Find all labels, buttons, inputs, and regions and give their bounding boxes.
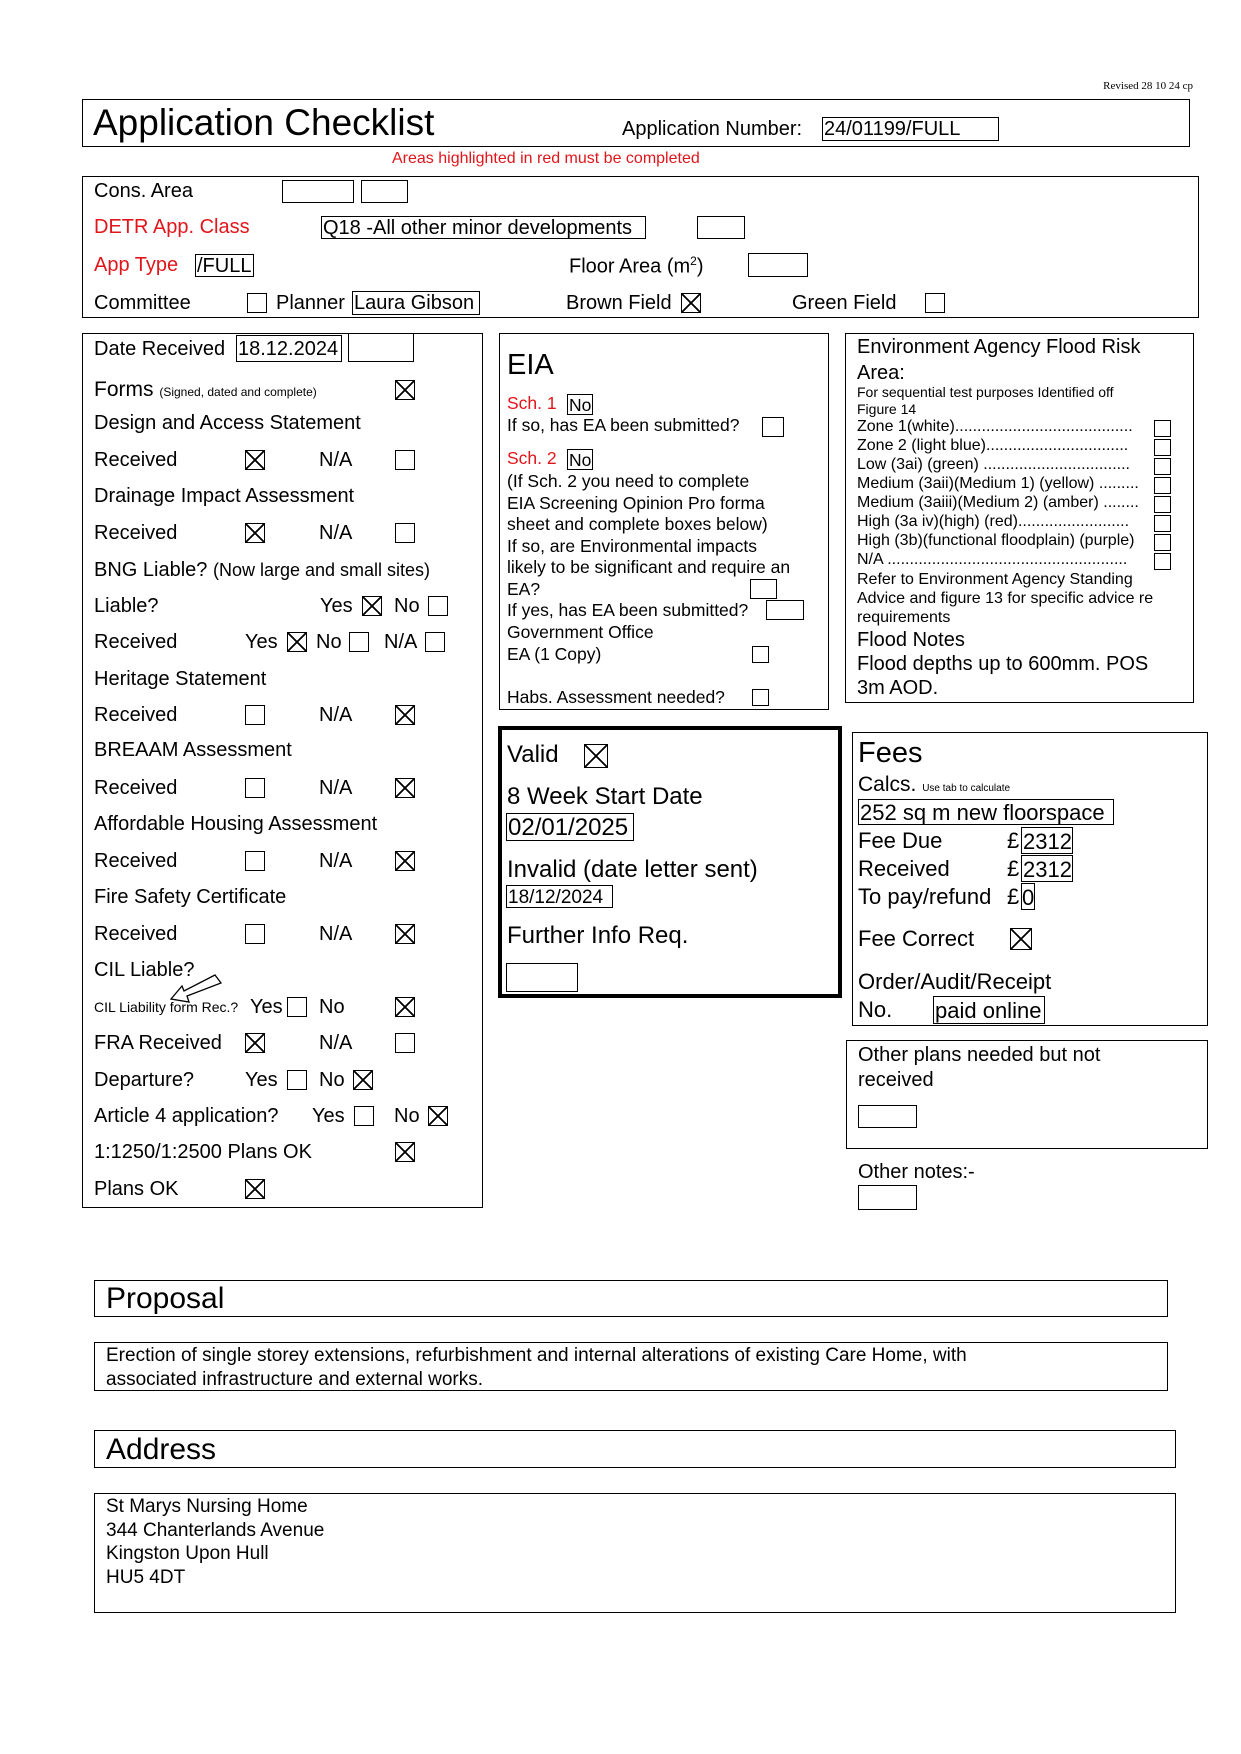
- sch1-ea-submitted-checkbox[interactable]: [762, 417, 784, 437]
- invalid-date-field[interactable]: 18/12/2024: [506, 885, 613, 908]
- other-plans-label-1: Other plans needed but not: [858, 1044, 1101, 1066]
- plans-1250-label: 1:1250/1:2500 Plans OK: [94, 1141, 312, 1163]
- sch2-instructions: (If Sch. 2 you need to complete EIA Screening Opinion Pro forma sheet and complete boxes below) If so, are Environmental impacts likely to be significant and require an EA?: [507, 471, 791, 599]
- drainage-na-checkbox[interactable]: [395, 523, 415, 543]
- planner-field[interactable]: Laura Gibson: [352, 291, 480, 315]
- bng-yes-label: Yes: [245, 631, 278, 653]
- flood-notes-title: Flood Notes: [857, 629, 965, 651]
- flood-zone-checkbox[interactable]: [1154, 534, 1171, 551]
- forms-checkbox[interactable]: [395, 380, 415, 400]
- other-notes-field[interactable]: [858, 1185, 917, 1210]
- habs-label: Habs. Assessment needed?: [507, 687, 725, 707]
- plans-ok-checkbox[interactable]: [245, 1179, 265, 1199]
- application-number-label: Application Number:: [622, 118, 803, 140]
- fire-received-label: Received: [94, 923, 178, 945]
- start-date-label: 8 Week Start Date: [507, 783, 703, 810]
- gov-office-label: Government Office: [507, 622, 654, 642]
- departure-label: Departure?: [94, 1069, 195, 1091]
- drainage-received-checkbox[interactable]: [245, 523, 265, 543]
- required-note: Areas highlighted in red must be completed: [392, 150, 700, 167]
- das-na-checkbox[interactable]: [395, 450, 415, 470]
- flood-zone-checkbox[interactable]: [1154, 458, 1171, 475]
- flood-title-2: Area:: [857, 362, 905, 384]
- article4-yes-checkbox[interactable]: [354, 1106, 374, 1126]
- liable-no-checkbox[interactable]: [428, 596, 448, 616]
- flood-zone-label: High (3a iv)(high) (red).........................: [857, 513, 1130, 530]
- breaam-title: BREAAM Assessment: [94, 739, 292, 761]
- ea-copy-label: EA (1 Copy): [507, 644, 602, 664]
- flood-zone-checkbox[interactable]: [1154, 420, 1171, 437]
- detr-extra-field[interactable]: [697, 216, 745, 239]
- invalid-label: Invalid (date letter sent): [507, 856, 758, 883]
- flood-zone-label: Zone 2 (light blue)................................: [857, 437, 1129, 454]
- departure-no-label: No: [319, 1069, 345, 1091]
- sch2-field[interactable]: No: [569, 450, 592, 470]
- cons-area-field-1[interactable]: [282, 180, 354, 203]
- heritage-na-checkbox[interactable]: [395, 705, 415, 725]
- plans-ok-label: Plans OK: [94, 1178, 179, 1200]
- cons-area-field-2[interactable]: [361, 180, 408, 203]
- breaam-na-checkbox[interactable]: [395, 778, 415, 798]
- brown-field-label: Brown Field: [566, 292, 672, 314]
- green-field-label: Green Field: [792, 292, 897, 314]
- other-plans-label-2: received: [858, 1069, 934, 1091]
- departure-yes-checkbox[interactable]: [287, 1070, 307, 1090]
- app-type-label: App Type: [94, 254, 179, 276]
- date-received-extra-field[interactable]: [348, 333, 414, 362]
- fee-due-currency: £: [1007, 828, 1020, 853]
- liable-yes-checkbox[interactable]: [362, 596, 382, 616]
- sch1-field[interactable]: No: [569, 395, 592, 415]
- flood-zone-label: Medium (3aiii)(Medium 2) (amber) ........: [857, 494, 1139, 511]
- further-info-field[interactable]: [506, 963, 578, 992]
- fee-received-label: Received: [858, 856, 950, 881]
- green-field-checkbox[interactable]: [925, 293, 945, 313]
- page-title: Application Checklist: [93, 102, 435, 143]
- flood-zone-checkbox[interactable]: [1154, 553, 1171, 570]
- cil-no-label: No: [319, 996, 345, 1018]
- fee-due-label: Fee Due: [858, 828, 943, 853]
- flood-title-1: Environment Agency Flood Risk: [857, 336, 1141, 358]
- affordable-received-checkbox[interactable]: [245, 851, 265, 871]
- flood-zone-checkbox[interactable]: [1154, 439, 1171, 456]
- bng-no-label: No: [316, 631, 342, 653]
- fra-na-checkbox[interactable]: [395, 1033, 415, 1053]
- flood-zone-label: Zone 1(white)........................................: [857, 418, 1133, 435]
- other-notes-label: Other notes:-: [858, 1161, 975, 1183]
- affordable-received-label: Received: [94, 850, 178, 872]
- breaam-received-label: Received: [94, 777, 178, 799]
- flood-zone-checkbox[interactable]: [1154, 496, 1171, 513]
- das-na-label: N/A: [319, 449, 353, 471]
- departure-no-checkbox[interactable]: [353, 1070, 373, 1090]
- bng-na-label: N/A: [384, 631, 418, 653]
- eia-title: EIA: [507, 349, 554, 381]
- flood-zone-label: High (3b)(functional floodplain) (purple): [857, 532, 1135, 549]
- address-line-2: 344 Chanterlands Avenue: [106, 1520, 325, 1541]
- cil-yes-checkbox[interactable]: [287, 997, 307, 1017]
- bng-received-yes-checkbox[interactable]: [287, 632, 307, 652]
- date-received-field[interactable]: 18.12.2024: [236, 335, 342, 362]
- proposal-title: Proposal: [106, 1282, 225, 1315]
- ea-required-field[interactable]: [750, 579, 777, 599]
- fee-correct-label: Fee Correct: [858, 926, 975, 951]
- if-yes-question: If yes, has EA been submitted?: [507, 600, 749, 620]
- flood-zone-checkbox[interactable]: [1154, 515, 1171, 532]
- proposal-text-line-1: Erection of single storey extensions, refurbishment and internal alterations of existing Care Home, with: [106, 1345, 967, 1366]
- detr-class-field[interactable]: Q18 -All other minor developments: [321, 216, 646, 239]
- bng-received-label: Received: [94, 631, 178, 653]
- forms-label: Forms (Signed, dated and complete): [94, 378, 317, 401]
- drainage-na-label: N/A: [319, 522, 353, 544]
- order-no-field[interactable]: paid online: [933, 996, 1045, 1024]
- valid-label: Valid: [507, 741, 559, 768]
- drainage-title: Drainage Impact Assessment: [94, 485, 355, 507]
- flood-notes-line-2: 3m AOD.: [857, 677, 939, 699]
- start-date-field[interactable]: 02/01/2025: [506, 813, 634, 841]
- flood-refer-2: Advice and figure 13 for specific advice re: [857, 590, 1154, 607]
- calcs-field[interactable]: 252 sq m new floorspace: [858, 799, 1114, 825]
- other-plans-field[interactable]: [858, 1105, 917, 1128]
- address-title: Address: [106, 1433, 217, 1466]
- bng-received-na-checkbox[interactable]: [425, 632, 445, 652]
- app-type-field[interactable]: /FULL: [195, 254, 254, 277]
- address-header: [94, 1430, 1176, 1468]
- heritage-title: Heritage Statement: [94, 668, 267, 690]
- flood-zone-checkbox[interactable]: [1154, 477, 1171, 494]
- article4-label: Article 4 application?: [94, 1105, 279, 1127]
- flood-note-2: Figure 14: [857, 401, 917, 417]
- affordable-na-checkbox[interactable]: [395, 851, 415, 871]
- to-pay-field[interactable]: 0: [1022, 885, 1035, 910]
- liable-no-label: No: [394, 595, 420, 617]
- proposal-text-line-2: associated infrastructure and external works.: [106, 1369, 484, 1390]
- fee-correct-checkbox[interactable]: [1010, 928, 1032, 950]
- cil-yes-label: Yes: [250, 996, 283, 1018]
- fee-received-field[interactable]: 2312: [1023, 857, 1072, 882]
- to-pay-currency: £: [1007, 884, 1020, 909]
- article4-no-label: No: [394, 1105, 420, 1127]
- order-no-label: No.: [858, 997, 893, 1022]
- order-label: Order/Audit/Receipt: [858, 969, 1052, 994]
- flood-refer-3: requirements: [857, 609, 951, 626]
- brown-field-checkbox[interactable]: [681, 293, 701, 313]
- fire-na-label: N/A: [319, 923, 353, 945]
- breaam-na-label: N/A: [319, 777, 353, 799]
- fee-received-currency: £: [1007, 856, 1020, 881]
- flood-note-1: For sequential test purposes Identified off: [857, 384, 1114, 400]
- flood-zone-label: N/A ......................................................: [857, 551, 1128, 568]
- cons-area-label: Cons. Area: [94, 180, 193, 202]
- address-line-3: Kingston Upon Hull: [106, 1543, 269, 1564]
- fra-received-checkbox[interactable]: [245, 1033, 265, 1053]
- proposal-header: [94, 1280, 1168, 1317]
- liable-label: Liable?: [94, 595, 159, 617]
- ea-copy-checkbox[interactable]: [752, 646, 769, 663]
- das-received-checkbox[interactable]: [245, 450, 265, 470]
- planner-label: Planner: [276, 292, 345, 314]
- drainage-received-label: Received: [94, 522, 178, 544]
- fire-received-checkbox[interactable]: [245, 924, 265, 944]
- heritage-received-label: Received: [94, 704, 178, 726]
- application-number-field[interactable]: 24/01199/FULL: [822, 117, 999, 141]
- bng-received-no-checkbox[interactable]: [349, 632, 369, 652]
- further-info-label: Further Info Req.: [507, 922, 689, 949]
- breaam-received-checkbox[interactable]: [245, 778, 265, 798]
- sch1-label: Sch. 1: [507, 393, 557, 413]
- article4-yes-label: Yes: [312, 1105, 345, 1127]
- ea-submitted-field[interactable]: [766, 600, 804, 620]
- fire-title: Fire Safety Certificate: [94, 886, 287, 908]
- bng-title: BNG Liable? (Now large and small sites): [94, 559, 431, 581]
- cil-form-label: CIL Liability form Rec.?: [94, 999, 239, 1015]
- cil-title: CIL Liable?: [94, 959, 195, 981]
- fra-label: FRA Received: [94, 1032, 222, 1054]
- flood-zone-label: Low (3ai) (green) .................................: [857, 456, 1130, 473]
- sch1-question: If so, has EA been submitted?: [507, 415, 740, 435]
- committee-label: Committee: [94, 292, 191, 314]
- das-received-label: Received: [94, 449, 178, 471]
- habs-checkbox[interactable]: [752, 689, 769, 706]
- sch2-label: Sch. 2: [507, 448, 557, 468]
- to-pay-label: To pay/refund: [858, 884, 992, 909]
- plans-1250-checkbox[interactable]: [395, 1142, 415, 1162]
- calcs-label: Calcs. Use tab to calculate: [858, 773, 1011, 796]
- address-line-1: St Marys Nursing Home: [106, 1496, 308, 1517]
- fees-title: Fees: [858, 737, 923, 769]
- detr-class-label: DETR App. Class: [94, 216, 250, 238]
- flood-refer-1: Refer to Environment Agency Standing: [857, 571, 1133, 588]
- fire-na-checkbox[interactable]: [395, 924, 415, 944]
- date-received-label: Date Received: [94, 338, 226, 360]
- departure-yes-label: Yes: [245, 1069, 278, 1091]
- das-title: Design and Access Statement: [94, 412, 361, 434]
- flood-zone-label: Medium (3aii)(Medium 1) (yellow) .........: [857, 475, 1139, 492]
- affordable-title: Affordable Housing Assessment: [94, 813, 378, 835]
- committee-checkbox[interactable]: [247, 293, 267, 313]
- flood-notes-line-1: Flood depths up to 600mm. POS: [857, 653, 1149, 675]
- fra-na-label: N/A: [319, 1032, 353, 1054]
- liable-yes-label: Yes: [320, 595, 353, 617]
- heritage-received-checkbox[interactable]: [245, 705, 265, 725]
- floor-area-field[interactable]: [748, 253, 808, 277]
- article4-no-checkbox[interactable]: [428, 1106, 448, 1126]
- address-line-4: HU5 4DT: [106, 1567, 186, 1588]
- cil-no-checkbox[interactable]: [395, 997, 415, 1017]
- heritage-na-label: N/A: [319, 704, 353, 726]
- valid-checkbox[interactable]: [584, 744, 608, 768]
- fee-due-field[interactable]: 2312: [1023, 829, 1072, 854]
- floor-area-label: Floor Area $(m^2)$: [569, 254, 704, 278]
- affordable-na-label: N/A: [319, 850, 353, 872]
- revision-note: Revised 28 10 24 cp: [1103, 80, 1193, 92]
